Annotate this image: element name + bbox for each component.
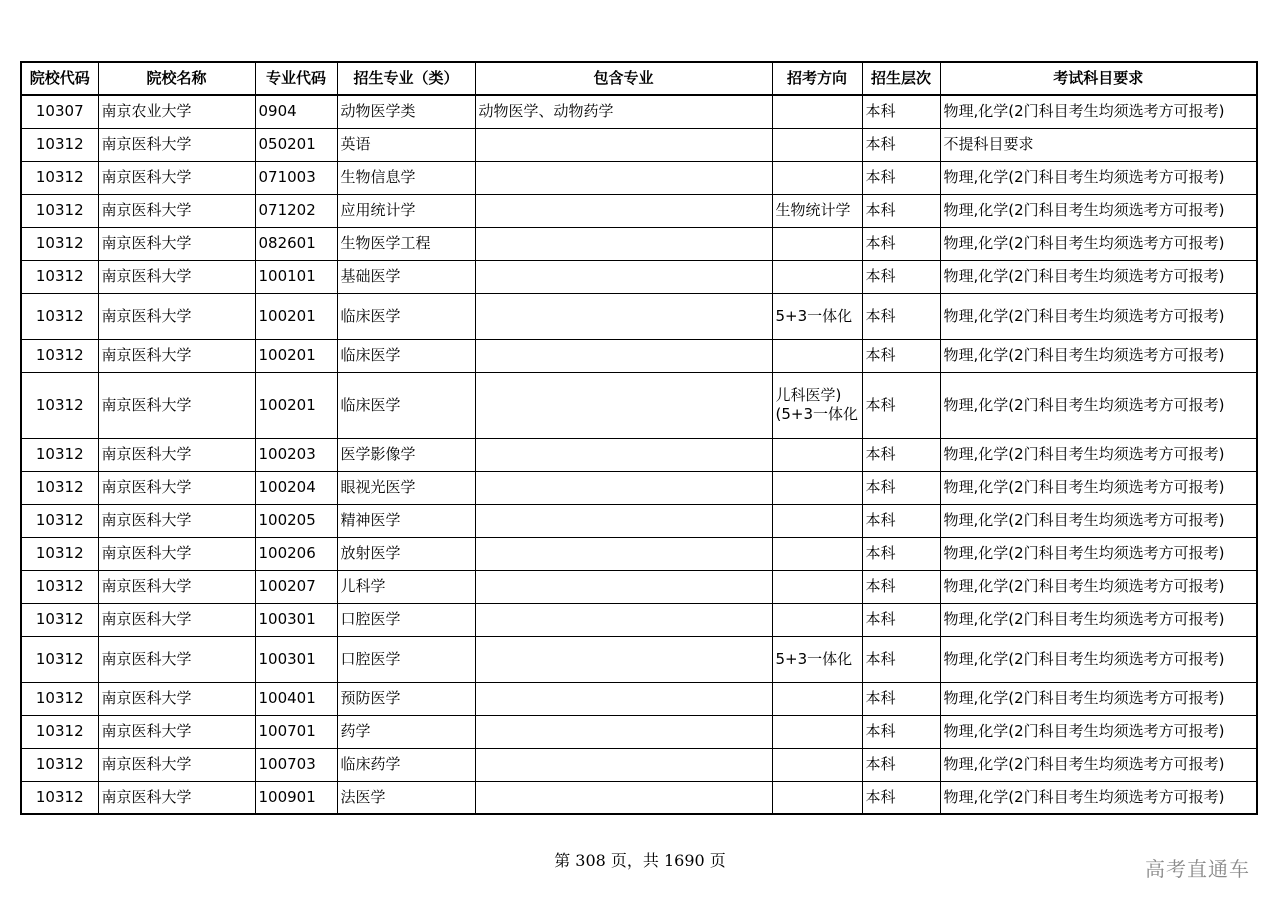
cell-school-code: 10312 <box>21 781 98 814</box>
cell-major: 基础医学 <box>337 260 475 293</box>
cell-requirement: 物理,化学(2门科目考生均须选考方可报考) <box>940 781 1257 814</box>
cell-requirement: 物理,化学(2门科目考生均须选考方可报考) <box>940 471 1257 504</box>
cell-major: 生物信息学 <box>337 161 475 194</box>
cell-major: 放射医学 <box>337 537 475 570</box>
cell-major: 儿科学 <box>337 570 475 603</box>
table-header-row <box>21 62 1257 95</box>
header-school-name: 院校名称 <box>98 62 255 95</box>
cell-school-code: 10312 <box>21 293 98 339</box>
cell-school-name: 南京医科大学 <box>98 781 255 814</box>
cell-includes <box>475 715 772 748</box>
table-row <box>21 339 1257 372</box>
cell-school-name: 南京医科大学 <box>98 537 255 570</box>
cell-major: 医学影像学 <box>337 438 475 471</box>
cell-school-name: 南京医科大学 <box>98 339 255 372</box>
cell-major-code: 100201 <box>255 293 337 339</box>
cell-direction <box>772 339 862 372</box>
cell-school-code: 10312 <box>21 537 98 570</box>
cell-includes <box>475 227 772 260</box>
cell-level: 本科 <box>862 293 940 339</box>
table-row <box>21 293 1257 339</box>
cell-level: 本科 <box>862 636 940 682</box>
table-row <box>21 372 1257 438</box>
cell-major-code: 100701 <box>255 715 337 748</box>
cell-school-code: 10312 <box>21 260 98 293</box>
cell-major-code: 100201 <box>255 372 337 438</box>
cell-direction <box>772 682 862 715</box>
cell-school-code: 10312 <box>21 570 98 603</box>
cell-school-code: 10312 <box>21 339 98 372</box>
cell-requirement: 不提科目要求 <box>940 128 1257 161</box>
cell-includes <box>475 636 772 682</box>
cell-direction <box>772 781 862 814</box>
cell-major: 动物医学类 <box>337 95 475 128</box>
table-row <box>21 194 1257 227</box>
cell-major: 临床医学 <box>337 339 475 372</box>
cell-level: 本科 <box>862 715 940 748</box>
cell-school-name: 南京医科大学 <box>98 636 255 682</box>
cell-school-code: 10312 <box>21 748 98 781</box>
cell-school-name: 南京医科大学 <box>98 603 255 636</box>
cell-major-code: 050201 <box>255 128 337 161</box>
cell-requirement: 物理,化学(2门科目考生均须选考方可报考) <box>940 748 1257 781</box>
cell-major-code: 100204 <box>255 471 337 504</box>
cell-school-code: 10312 <box>21 504 98 537</box>
cell-school-code: 10312 <box>21 438 98 471</box>
cell-school-name: 南京医科大学 <box>98 748 255 781</box>
cell-school-name: 南京农业大学 <box>98 95 255 128</box>
table-row <box>21 438 1257 471</box>
cell-major: 法医学 <box>337 781 475 814</box>
cell-major-code: 100101 <box>255 260 337 293</box>
cell-includes <box>475 372 772 438</box>
table-row <box>21 781 1257 814</box>
cell-level: 本科 <box>862 471 940 504</box>
cell-major: 眼视光医学 <box>337 471 475 504</box>
cell-level: 本科 <box>862 504 940 537</box>
cell-requirement: 物理,化学(2门科目考生均须选考方可报考) <box>940 194 1257 227</box>
cell-direction <box>772 161 862 194</box>
cell-major-code: 100301 <box>255 603 337 636</box>
table-row <box>21 748 1257 781</box>
cell-school-name: 南京医科大学 <box>98 504 255 537</box>
cell-includes <box>475 128 772 161</box>
cell-major-code: 100206 <box>255 537 337 570</box>
cell-direction: 5+3一体化 <box>772 636 862 682</box>
cell-includes <box>475 471 772 504</box>
cell-requirement: 物理,化学(2门科目考生均须选考方可报考) <box>940 372 1257 438</box>
cell-school-name: 南京医科大学 <box>98 570 255 603</box>
cell-level: 本科 <box>862 128 940 161</box>
cell-level: 本科 <box>862 194 940 227</box>
cell-major: 口腔医学 <box>337 636 475 682</box>
cell-direction <box>772 227 862 260</box>
cell-includes <box>475 570 772 603</box>
cell-school-name: 南京医科大学 <box>98 194 255 227</box>
cell-school-name: 南京医科大学 <box>98 260 255 293</box>
cell-direction: 5+3一体化 <box>772 293 862 339</box>
cell-level: 本科 <box>862 603 940 636</box>
cell-school-name: 南京医科大学 <box>98 471 255 504</box>
cell-major: 药学 <box>337 715 475 748</box>
cell-includes <box>475 504 772 537</box>
table-row <box>21 636 1257 682</box>
table-row <box>21 95 1257 128</box>
cell-requirement: 物理,化学(2门科目考生均须选考方可报考) <box>940 438 1257 471</box>
cell-requirement: 物理,化学(2门科目考生均须选考方可报考) <box>940 715 1257 748</box>
cell-includes <box>475 293 772 339</box>
cell-school-name: 南京医科大学 <box>98 372 255 438</box>
cell-level: 本科 <box>862 570 940 603</box>
cell-requirement: 物理,化学(2门科目考生均须选考方可报考) <box>940 570 1257 603</box>
cell-level: 本科 <box>862 339 940 372</box>
cell-direction <box>772 748 862 781</box>
cell-direction <box>772 504 862 537</box>
header-major-code: 专业代码 <box>255 62 337 95</box>
cell-school-name: 南京医科大学 <box>98 128 255 161</box>
cell-includes <box>475 339 772 372</box>
cell-direction <box>772 471 862 504</box>
table-row <box>21 227 1257 260</box>
cell-requirement: 物理,化学(2门科目考生均须选考方可报考) <box>940 537 1257 570</box>
cell-level: 本科 <box>862 781 940 814</box>
cell-direction: 儿科医学)(5+3一体化 <box>772 372 862 438</box>
cell-direction <box>772 260 862 293</box>
cell-school-code: 10312 <box>21 372 98 438</box>
cell-school-code: 10312 <box>21 161 98 194</box>
cell-requirement: 物理,化学(2门科目考生均须选考方可报考) <box>940 161 1257 194</box>
admissions-table <box>20 61 1258 815</box>
cell-includes <box>475 260 772 293</box>
cell-level: 本科 <box>862 438 940 471</box>
header-major: 招生专业（类） <box>337 62 475 95</box>
cell-includes <box>475 748 772 781</box>
cell-school-code: 10312 <box>21 636 98 682</box>
cell-major-code: 100203 <box>255 438 337 471</box>
cell-requirement: 物理,化学(2门科目考生均须选考方可报考) <box>940 227 1257 260</box>
cell-major: 英语 <box>337 128 475 161</box>
cell-major: 临床药学 <box>337 748 475 781</box>
cell-requirement: 物理,化学(2门科目考生均须选考方可报考) <box>940 339 1257 372</box>
cell-school-name: 南京医科大学 <box>98 682 255 715</box>
table-row <box>21 570 1257 603</box>
cell-direction <box>772 438 862 471</box>
cell-includes <box>475 781 772 814</box>
page-number: 第 308 页，共 1690 页 <box>554 851 726 870</box>
table-row <box>21 128 1257 161</box>
cell-direction: 生物统计学 <box>772 194 862 227</box>
cell-school-code: 10312 <box>21 128 98 161</box>
cell-direction <box>772 95 862 128</box>
cell-major-code: 100301 <box>255 636 337 682</box>
cell-major: 精神医学 <box>337 504 475 537</box>
cell-requirement: 物理,化学(2门科目考生均须选考方可报考) <box>940 95 1257 128</box>
table-row <box>21 504 1257 537</box>
cell-level: 本科 <box>862 161 940 194</box>
cell-includes <box>475 194 772 227</box>
cell-requirement: 物理,化学(2门科目考生均须选考方可报考) <box>940 260 1257 293</box>
cell-major: 临床医学 <box>337 293 475 339</box>
table-row <box>21 537 1257 570</box>
cell-major-code: 071003 <box>255 161 337 194</box>
cell-level: 本科 <box>862 748 940 781</box>
cell-requirement: 物理,化学(2门科目考生均须选考方可报考) <box>940 636 1257 682</box>
table-row <box>21 682 1257 715</box>
cell-level: 本科 <box>862 95 940 128</box>
table-body <box>21 95 1257 814</box>
cell-includes: 动物医学、动物药学 <box>475 95 772 128</box>
cell-school-code: 10312 <box>21 194 98 227</box>
table-row <box>21 603 1257 636</box>
cell-requirement: 物理,化学(2门科目考生均须选考方可报考) <box>940 504 1257 537</box>
cell-includes <box>475 603 772 636</box>
cell-major: 应用统计学 <box>337 194 475 227</box>
cell-direction <box>772 603 862 636</box>
cell-major: 口腔医学 <box>337 603 475 636</box>
cell-major-code: 100207 <box>255 570 337 603</box>
cell-major: 生物医学工程 <box>337 227 475 260</box>
cell-requirement: 物理,化学(2门科目考生均须选考方可报考) <box>940 293 1257 339</box>
cell-school-code: 10312 <box>21 715 98 748</box>
cell-school-code: 10312 <box>21 471 98 504</box>
cell-major: 预防医学 <box>337 682 475 715</box>
cell-school-code: 10312 <box>21 682 98 715</box>
cell-requirement: 物理,化学(2门科目考生均须选考方可报考) <box>940 603 1257 636</box>
table-row <box>21 161 1257 194</box>
table-row <box>21 471 1257 504</box>
cell-level: 本科 <box>862 227 940 260</box>
table-row <box>21 715 1257 748</box>
header-requirement: 考试科目要求 <box>940 62 1257 95</box>
cell-direction <box>772 537 862 570</box>
cell-major-code: 100901 <box>255 781 337 814</box>
cell-school-code: 10312 <box>21 603 98 636</box>
cell-level: 本科 <box>862 372 940 438</box>
cell-includes <box>475 438 772 471</box>
cell-includes <box>475 537 772 570</box>
header-includes: 包含专业 <box>475 62 772 95</box>
cell-requirement: 物理,化学(2门科目考生均须选考方可报考) <box>940 682 1257 715</box>
cell-school-name: 南京医科大学 <box>98 715 255 748</box>
cell-direction <box>772 570 862 603</box>
cell-major-code: 100201 <box>255 339 337 372</box>
cell-school-code: 10312 <box>21 227 98 260</box>
cell-school-name: 南京医科大学 <box>98 293 255 339</box>
cell-direction <box>772 128 862 161</box>
cell-school-name: 南京医科大学 <box>98 227 255 260</box>
cell-school-code: 10307 <box>21 95 98 128</box>
header-level: 招生层次 <box>862 62 940 95</box>
cell-major-code: 100205 <box>255 504 337 537</box>
cell-level: 本科 <box>862 682 940 715</box>
cell-major-code: 082601 <box>255 227 337 260</box>
table-row <box>21 260 1257 293</box>
cell-direction <box>772 715 862 748</box>
header-direction: 招考方向 <box>772 62 862 95</box>
cell-major-code: 071202 <box>255 194 337 227</box>
watermark: 高考直通车 <box>1145 857 1250 881</box>
cell-school-name: 南京医科大学 <box>98 161 255 194</box>
cell-major: 临床医学 <box>337 372 475 438</box>
cell-level: 本科 <box>862 537 940 570</box>
cell-major-code: 100401 <box>255 682 337 715</box>
cell-school-name: 南京医科大学 <box>98 438 255 471</box>
header-school-code: 院校代码 <box>21 62 98 95</box>
cell-includes <box>475 161 772 194</box>
cell-major-code: 0904 <box>255 95 337 128</box>
cell-major-code: 100703 <box>255 748 337 781</box>
cell-includes <box>475 682 772 715</box>
cell-level: 本科 <box>862 260 940 293</box>
